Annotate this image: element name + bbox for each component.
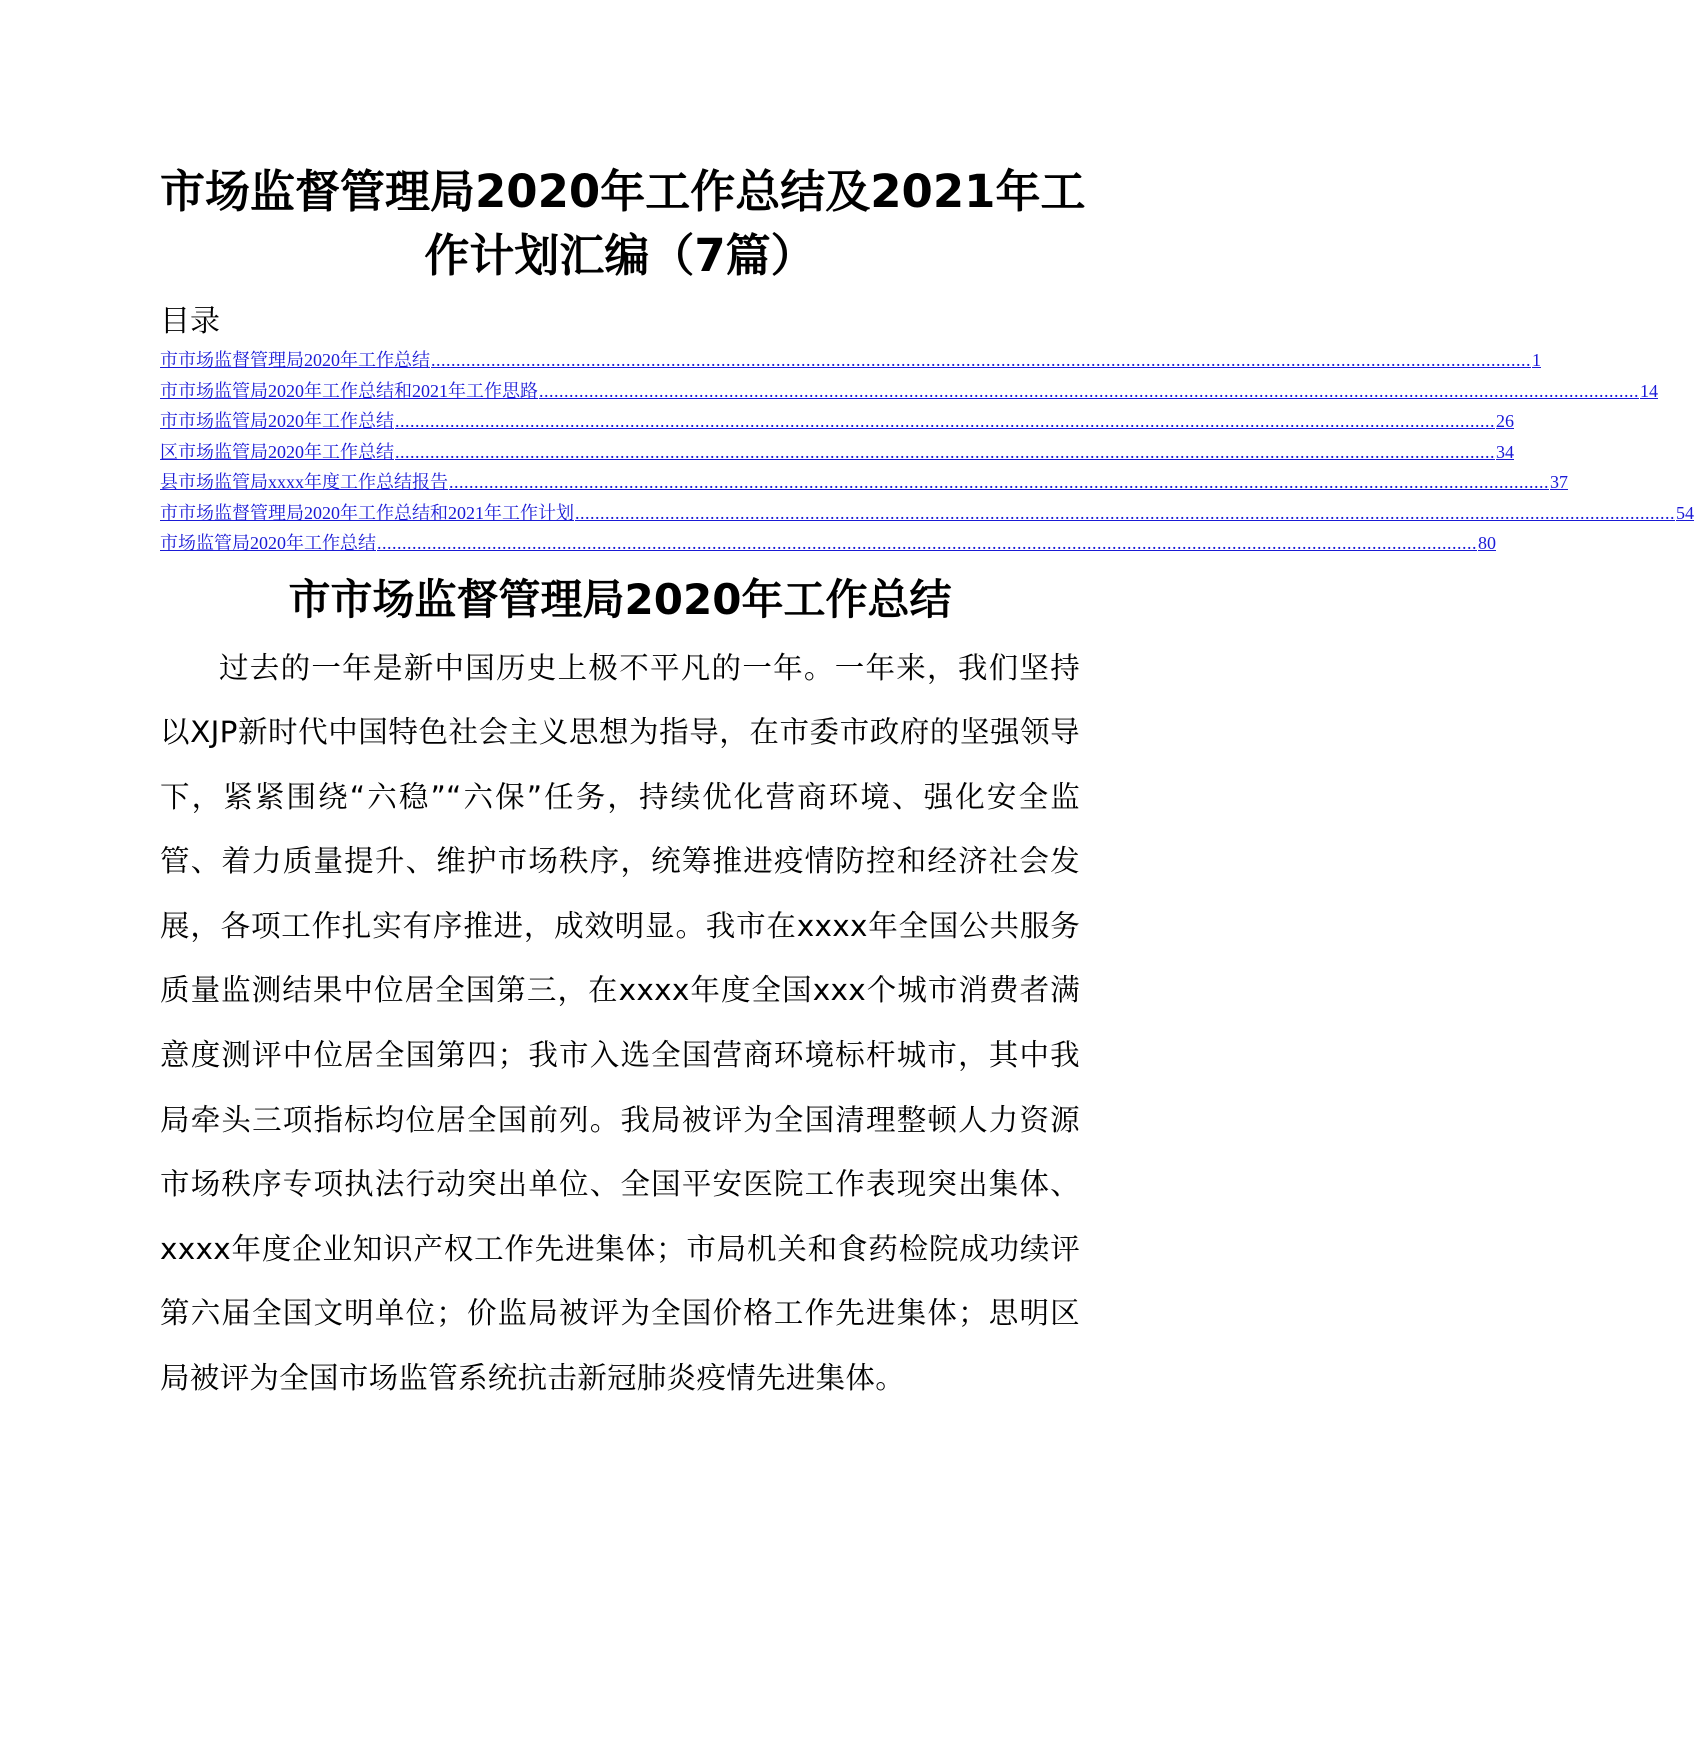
toc-entry-page: 54: [1676, 502, 1694, 523]
toc-entry[interactable]: [160, 499, 1694, 530]
toc-leader-dots: ............................................................................................................................................................................................................................: [539, 380, 1639, 401]
toc-leader-dots: ............................................................................................................................................................................................................................: [395, 411, 1495, 431]
toc-entry-page: 80: [1478, 533, 1496, 553]
toc-entry-title: 市市场监管局2020年工作总结: [160, 411, 394, 431]
toc-entry-page: 1: [1532, 350, 1541, 370]
toc-entry-title: 市市场监督管理局2020年工作总结和2021年工作计划: [160, 502, 574, 523]
document-title-line-1: 市场监督管理局2020年工作总结及2021年工: [160, 165, 1086, 218]
toc-entry-title: 市市场监管局2020年工作总结和2021年工作思路: [160, 380, 538, 401]
toc-leader-dots: ............................................................................................................................................................................................................................: [395, 441, 1495, 462]
toc-entry[interactable]: [160, 468, 1568, 499]
toc-entry-title: 市场监管局2020年工作总结: [160, 533, 376, 553]
toc-leader-dots: ............................................................................................................................................................................................................................: [431, 350, 1531, 370]
toc-entry-page: 14: [1640, 380, 1658, 401]
toc-entry-title: 县市场监管局xxxx年度工作总结报告: [160, 472, 448, 492]
toc-leader-dots: ............................................................................................................................................................................................................................: [575, 502, 1675, 523]
toc-entry-page: 37: [1550, 472, 1568, 492]
body-paragraph: 过去的一年是新中国历史上极不平凡的一年。一年来，我们坚持以XJP新时代中国特色社会主义思想为指导，在市委市政府的坚强领导下，紧紧围绕“六稳”“六保”任务，持续优化营商环境、强化安全监管、着力质量提升、维护市场秩序，统筹推进疫情防控和经济社会发展，各项工作扎实有序推进，成效明显。我市在xxxx年全国公共服务质量监测结果中位居全国第三，在xxxx年度全国xxx个城市消费者满意度测评中位居全国第四；我市入选全国营商环境标杆城市，其中我局牵头三项指标均位居全国前列。我局被评为全国清理整顿人力资源市场秩序专项执法行动突出单位、全国平安医院工作表现突出集体、xxxx年度企业知识产权工作先进集体；市局机关和食药检院成功续评第六届全国文明单位；价监局被评为全国价格工作先进集体；思明区局被评为全国市场监管系统抗击新冠肺炎疫情先进集体。: [160, 650, 1080, 1396]
toc-entry-title: 区市场监管局2020年工作总结: [160, 441, 394, 462]
toc-leader-dots: ............................................................................................................................................................................................................................: [449, 472, 1549, 492]
toc-heading: 目录: [160, 304, 220, 339]
toc-entry[interactable]: [160, 438, 1514, 469]
document-title: [160, 0, 1086, 288]
toc-entry[interactable]: [160, 529, 1496, 560]
toc-entry[interactable]: [160, 346, 1541, 377]
toc-entry-page: 34: [1496, 441, 1514, 462]
toc-entry[interactable]: [160, 377, 1658, 408]
toc-entry-title: 市市场监督管理局2020年工作总结: [160, 350, 430, 370]
document-page: [160, 0, 1694, 1411]
table-of-contents: [160, 346, 1694, 560]
toc-leader-dots: ............................................................................................................................................................................................................................: [377, 533, 1477, 553]
toc-entry[interactable]: [160, 407, 1514, 438]
toc-entry-page: 26: [1496, 411, 1514, 431]
document-title-line-2: 作计划汇编（7篇）: [424, 229, 816, 282]
section-title: 市市场监督管理局2020年工作总结: [288, 574, 952, 624]
